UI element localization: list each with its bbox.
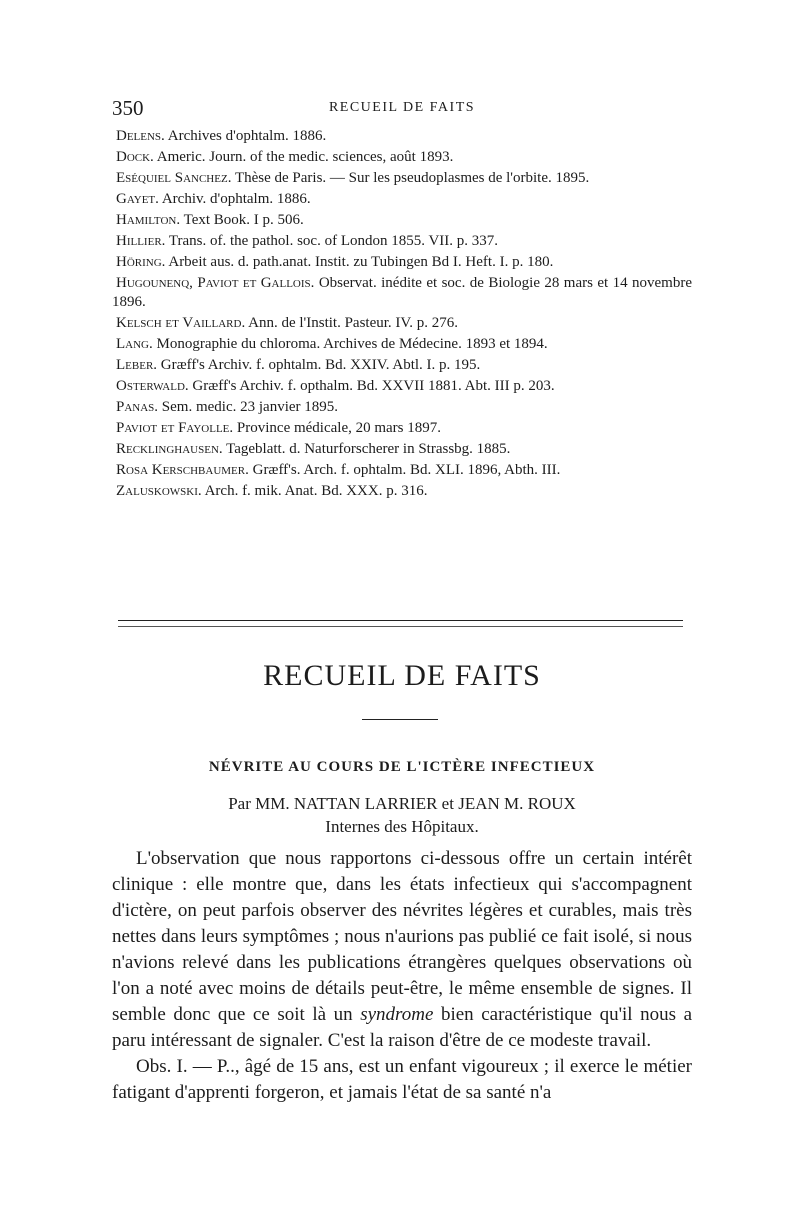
bibliography-entry	[112, 314, 692, 333]
bib-reference: Monographie du chloroma. Archives de Médecine. 1893 et 1894.	[156, 336, 548, 352]
bib-author: Höring.	[116, 254, 166, 270]
bib-author: Kelsch et Vaillard.	[116, 315, 246, 331]
section-divider	[118, 620, 683, 627]
bib-reference: Græff's Archiv. f. opthalm. Bd. XXVII 1881. Abt. III p. 203.	[192, 378, 555, 394]
bib-reference: Ann. de l'Instit. Pasteur. IV. p. 276.	[248, 315, 459, 331]
bib-reference: Archives d'ophtalm. 1886.	[167, 128, 327, 144]
bib-reference: Province médicale, 20 mars 1897.	[236, 420, 442, 436]
bib-author: Recklinghausen.	[116, 441, 223, 457]
paragraph-observation: Obs. I. — P.., âgé de 15 ans, est un enfant vigoureux ; il exerce le métier fatigant d'apprenti forgeron, et jamais l'état de sa santé n'a	[112, 1056, 692, 1103]
bib-author: Hillier.	[116, 233, 166, 249]
title-rule	[362, 719, 438, 720]
bib-author: Zaluskowski.	[116, 483, 202, 499]
bib-reference: Thèse de Paris. — Sur les pseudoplasmes de l'orbite. 1895.	[234, 170, 590, 186]
article-title: NÉVRITE AU COURS DE L'ICTÈRE INFECTIEUX	[208, 759, 596, 775]
bib-reference: Græff's Archiv. f. ophtalm. Bd. XXIV. Abtl. I. p. 195.	[160, 357, 481, 373]
bibliography-entry	[112, 377, 692, 396]
bib-reference: Observat. inédite et soc. de Biologie 28 mars et 14 novembre 1896.	[112, 275, 692, 310]
bib-reference: Tageblatt. d. Naturforscherer in Strassbg. 1885.	[226, 441, 511, 457]
bib-reference: Arch. f. mik. Anat. Bd. XXX. p. 316.	[204, 483, 428, 499]
article-byline: Par MM. NATTAN LARRIER et JEAN M. ROUX	[228, 794, 576, 813]
bibliography-entry	[112, 398, 692, 417]
bib-reference: Trans. of. the pathol. soc. of London 1855. VII. p. 337.	[168, 233, 499, 249]
bib-author: Lang.	[116, 336, 153, 352]
bib-author: Paviot et Fayolle.	[116, 420, 234, 436]
section-title: RECUEIL DE FAITS	[263, 659, 541, 692]
bib-author: Osterwald.	[116, 378, 189, 394]
bib-reference: Arbeit aus. d. path.anat. Instit. zu Tubingen Bd I. Heft. I. p. 180.	[168, 254, 554, 270]
bib-reference: Americ. Journ. of the medic. sciences, août 1893.	[156, 149, 454, 165]
article-body	[112, 846, 692, 1106]
paragraph-text: bien caractéristique qu'il nous a paru intéressant de signaler. C'est la raison d'être de ce modeste travail.	[112, 1004, 693, 1051]
bib-author: Panas.	[116, 399, 159, 415]
bib-reference: Sem. medic. 23 janvier 1895.	[161, 399, 339, 415]
bibliography-entry	[112, 169, 692, 188]
bibliography-entry	[112, 211, 692, 230]
bib-author: Gayet.	[116, 191, 159, 207]
bib-author: Hugounenq, Paviot et Gallois.	[116, 275, 315, 291]
bib-author: Hamilton.	[116, 212, 181, 228]
running-title: RECUEIL DE FAITS	[328, 100, 476, 115]
bibliography-entry	[112, 419, 692, 438]
author-affiliation: Internes des Hôpitaux.	[325, 817, 479, 836]
paragraph-text: L'observation que nous rapportons ci-dessous offre un certain intérêt clinique : elle montre que, dans les états infectieux qui s'accompagnent d'ictère, on peut parfois observer des névrites légères et curables, mais très nettes dans leurs symptômes ; nous n'aurions pas publié ce fait isolé, si nous n'avions relevé dans les publications étrangères quelques observations où l'on a noté avec moins de détails peut-être, le même ensemble de signes. Il semble donc que ce soit là un	[112, 848, 692, 1025]
bib-reference: Archiv. d'ophtalm. 1886.	[161, 191, 311, 207]
bib-author: Rosa Kerschbaumer.	[116, 462, 249, 478]
bibliography-entry	[112, 356, 692, 375]
bibliography-entry	[112, 482, 692, 501]
bibliography-entry	[112, 190, 692, 209]
bib-reference: Græff's. Arch. f. ophtalm. Bd. XLI. 1896, Abth. III.	[252, 462, 561, 478]
page-number: 350	[112, 96, 144, 120]
bib-author: Eséquiel Sanchez.	[116, 170, 232, 186]
bib-author: Dock.	[116, 149, 154, 165]
bibliography-list	[112, 127, 692, 503]
bib-author: Leber.	[116, 357, 158, 373]
bibliography-entry	[112, 148, 692, 167]
bibliography-entry	[112, 253, 692, 272]
running-head	[112, 96, 692, 122]
bib-reference: Text Book. I p. 506.	[183, 212, 304, 228]
bibliography-entry	[112, 335, 692, 354]
emphasis-text: syndrome	[360, 1004, 434, 1025]
bibliography-entry	[112, 461, 692, 480]
bibliography-entry	[112, 127, 692, 146]
bibliography-entry	[112, 440, 692, 459]
bibliography-entry	[112, 232, 692, 251]
bib-author: Delens.	[116, 128, 165, 144]
bibliography-entry	[112, 274, 692, 312]
paragraph-intro	[112, 846, 692, 1054]
